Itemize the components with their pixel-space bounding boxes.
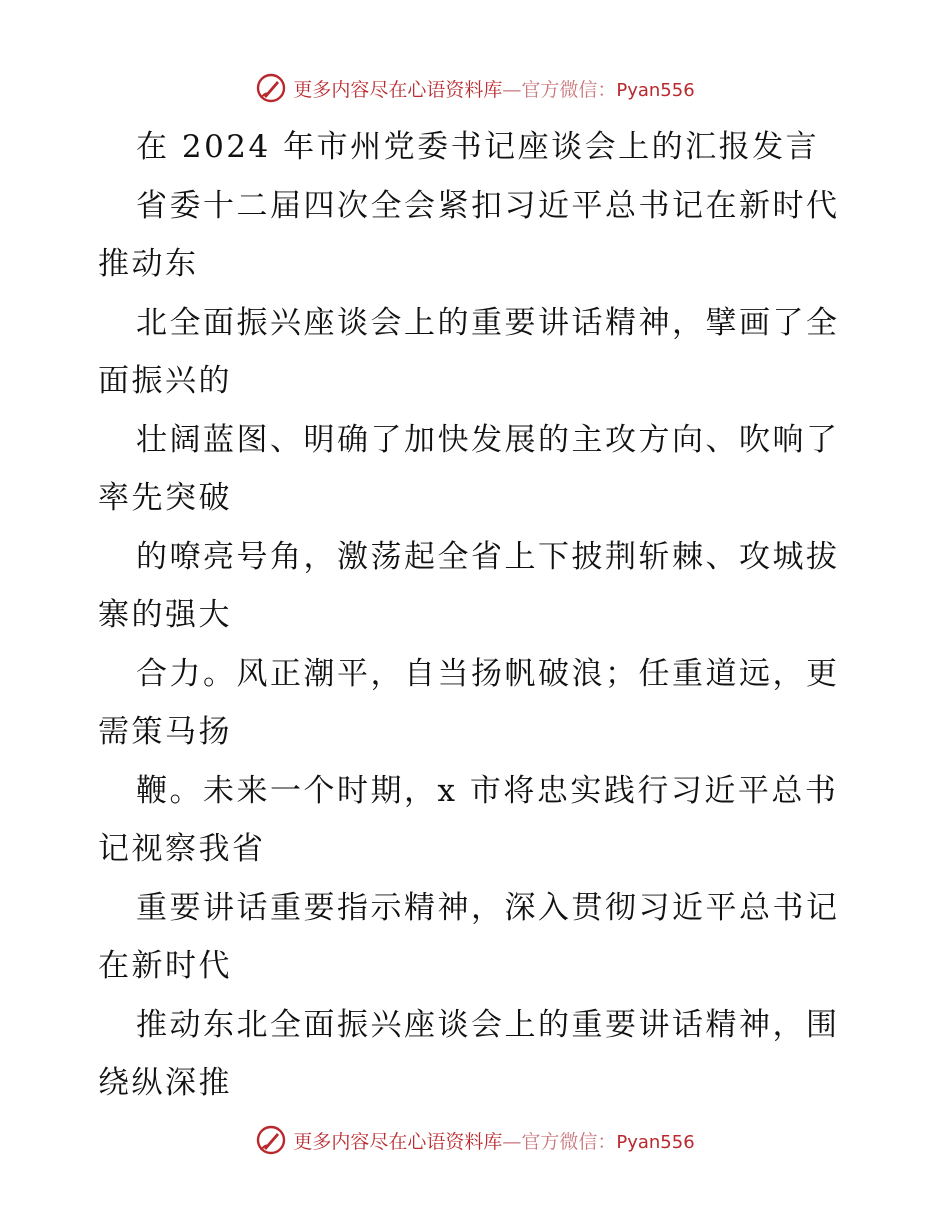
header-watermark — [0, 70, 950, 106]
paragraph-line: 绕纵深推 — [98, 1065, 232, 1101]
watermark-text: 更多内容尽在心语资料库—官方微信：Pyan556 — [293, 78, 695, 101]
paragraph-line: 推动东北全面振兴座谈会上的重要讲话精神，围 — [136, 1006, 840, 1043]
paragraph-line: 面振兴的 — [98, 363, 232, 399]
quill-pen-logo-icon — [255, 72, 287, 104]
paragraph-line: 北全面振兴座谈会上的重要讲话精神，擘画了全 — [136, 304, 840, 341]
paragraph-line: 寨的强大 — [98, 597, 232, 633]
watermark-text: 更多内容尽在心语资料库—官方微信：Pyan556 — [293, 1130, 695, 1153]
quill-pen-logo-icon — [255, 1124, 287, 1156]
paragraph-line: 推动东 — [98, 246, 199, 282]
footer-watermark — [0, 1122, 950, 1158]
paragraph-line: 重要讲话重要指示精神，深入贯彻习近平总书记 — [136, 889, 840, 926]
paragraph-line: 鞭。未来一个时期，x 市将忠实践行习近平总书 — [136, 772, 839, 809]
paragraph-line: 合力。风正潮平，自当扬帆破浪；任重道远，更 — [136, 655, 840, 692]
paragraph-line: 率先突破 — [98, 480, 232, 516]
document-title: 在 2024 年市州党委书记座谈会上的汇报发言 — [136, 129, 820, 165]
paragraph-line: 壮阔蓝图、明确了加快发展的主攻方向、吹响了 — [136, 421, 840, 458]
paragraph-line: 在新时代 — [98, 948, 232, 984]
paragraph-line: 需策马扬 — [98, 714, 232, 750]
document-body — [98, 118, 858, 1113]
paragraph-line: 的嘹亮号角，激荡起全省上下披荆斩棘、攻城拔 — [136, 538, 840, 575]
paragraph-line: 省委十二届四次全会紧扣习近平总书记在新时代 — [136, 187, 840, 224]
paragraph-line: 记视察我省 — [98, 831, 266, 867]
